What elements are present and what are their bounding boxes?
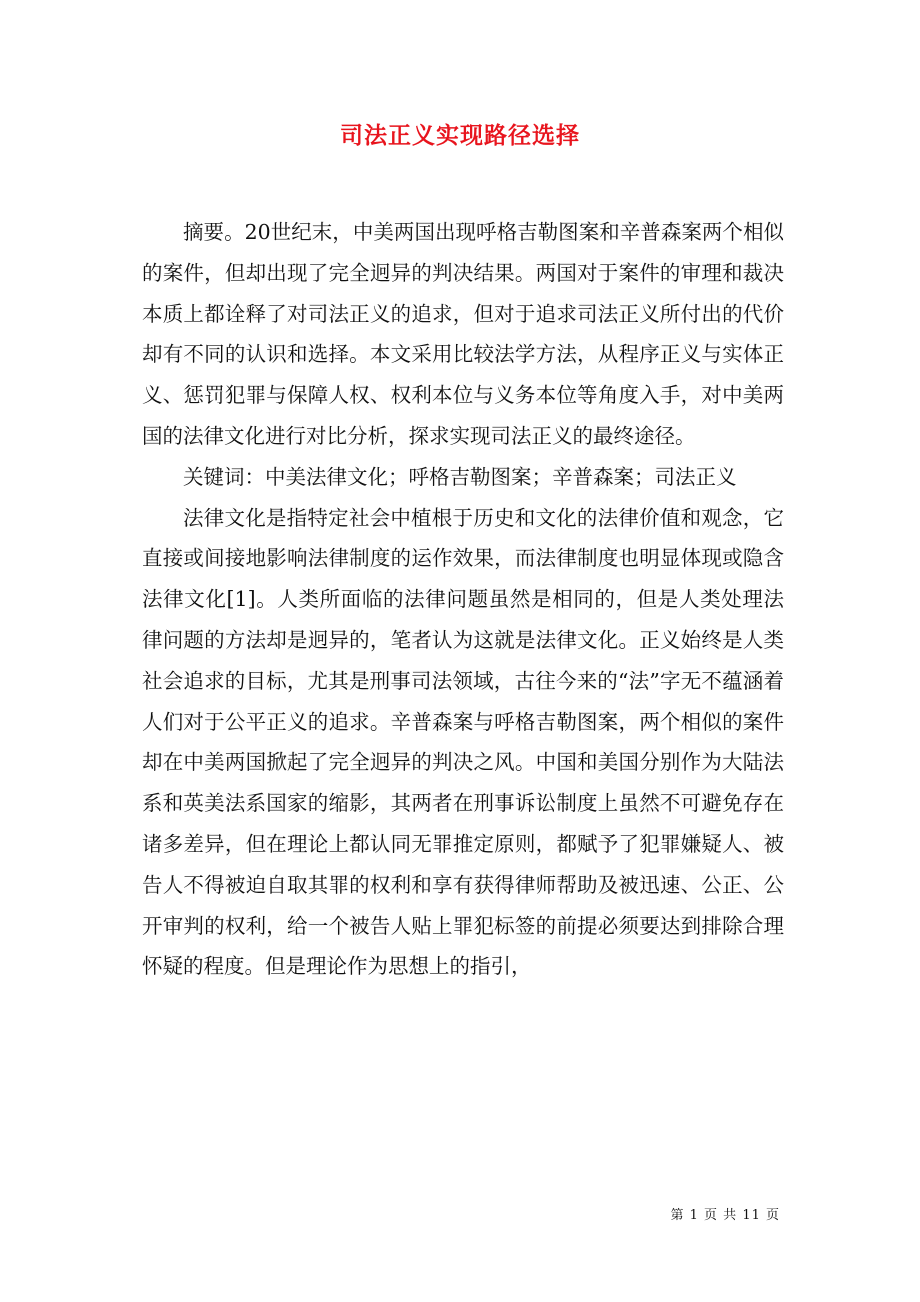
- body-paragraph: 法律文化是指特定社会中植根于历史和文化的法律价值和观念，它直接或间接地影响法律制度的运作效果，而法律制度也明显体现或隐含法律文化[1]。人类所面临的法律问题虽然是相同的，但是人类处理法律问题的方法却是迥异的，笔者认为这就是法律文化。正义始终是人类社会追求的目标，尤其是刑事司法领域，古往今来的“法”字无不蕴涵着人们对于公平正义的追求。辛普森案与呼格吉勒图案，两个相似的案件却在中美两国掀起了完全迥异的判决之风。中国和美国分别作为大陆法系和英美法系国家的缩影，其两者在刑事诉讼制度上虽然不可避免存在诸多差异，但在理论上都认同无罪推定原则，都赋予了犯罪嫌疑人、被告人不得被迫自取其罪的权利和享有获得律师帮助及被迅速、公正、公开审判的权利，给一个被告人贴上罪犯标签的前提必须要达到排除合理怀疑的程度。但是理论作为思想上的指引，: [142, 505, 784, 979]
- document-body: [142, 212, 784, 987]
- abstract-paragraph: 摘要。20世纪末，中美两国出现呼格吉勒图案和辛普森案两个相似的案件，但却出现了完全迥异的判决结果。两国对于案件的审理和裁决本质上都诠释了对司法正义的追求，但对于追求司法正义所付出的代价却有不同的认识和选择。本文采用比较法学方法，从程序正义与实体正义、惩罚犯罪与保障人权、权利本位与义务本位等角度入手，对中美两国的法律文化进行对比分析，探求实现司法正义的最终途径。: [142, 220, 784, 448]
- document-title: 司法正义实现路径选择: [340, 122, 580, 149]
- keywords-paragraph: 关键词：中美法律文化；呼格吉勒图案；辛普森案；司法正义: [183, 464, 737, 489]
- page-number: 第 1 页 共 11 页: [670, 1208, 780, 1223]
